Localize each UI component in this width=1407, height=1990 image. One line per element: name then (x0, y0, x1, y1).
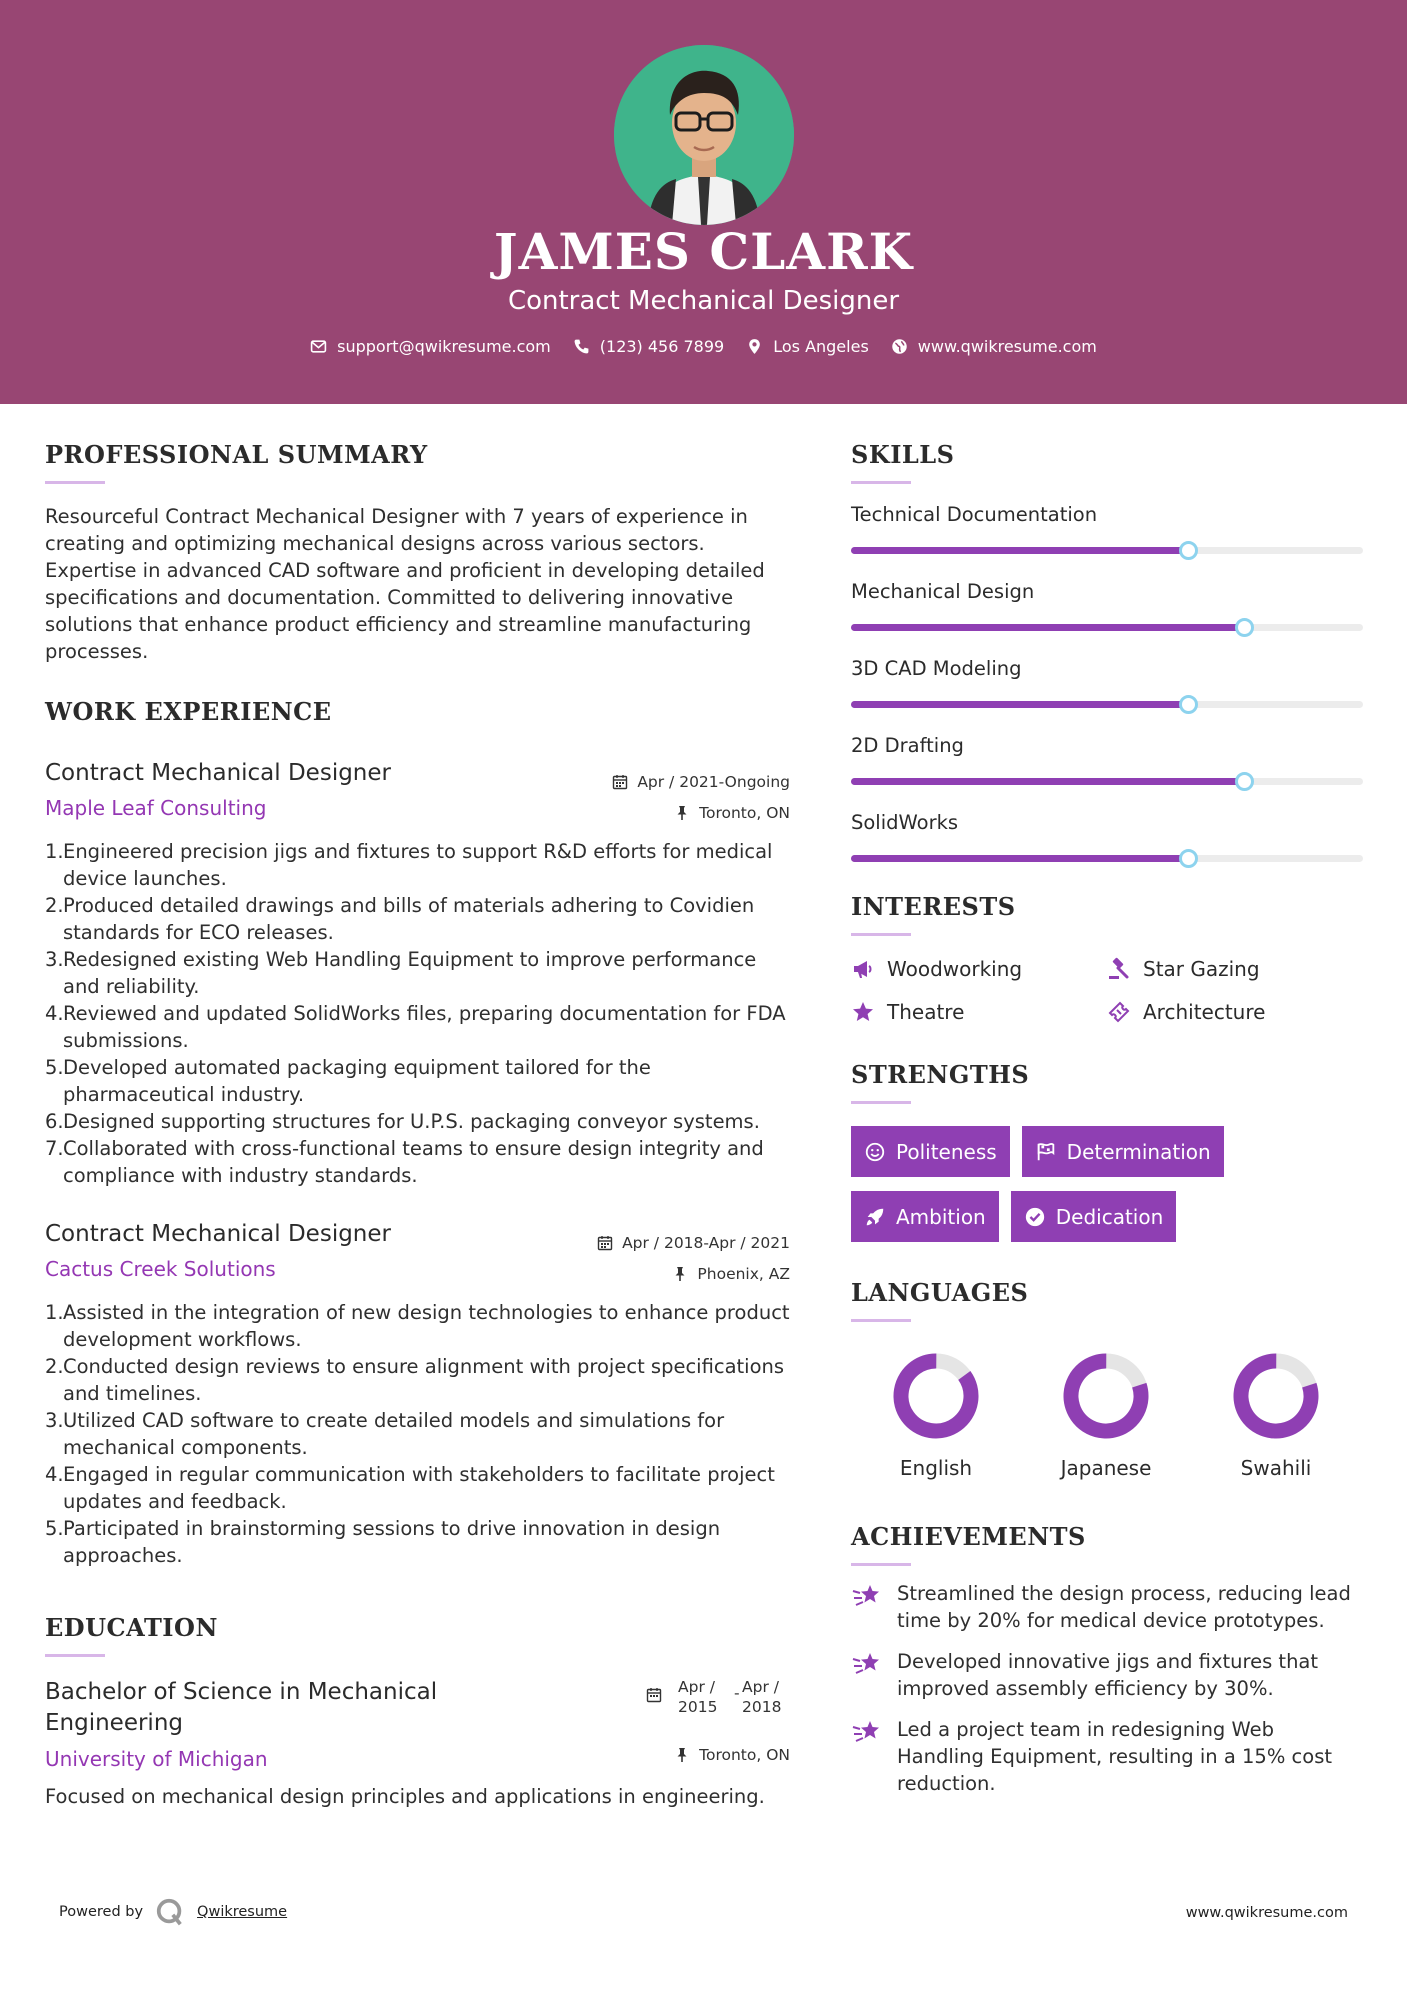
section-underline (45, 1654, 105, 1657)
skill-bar-fill (851, 624, 1245, 631)
job-bullets (45, 838, 790, 1189)
email-text: support@qwikresume.com (337, 337, 551, 356)
education-start: Apr / 2015 (678, 1678, 718, 1716)
skill-name: 3D CAD Modeling (851, 657, 1022, 680)
list-item: 4. Engaged in regular communication with stakeholders to facilitate project updates and feedback. (45, 1463, 775, 1513)
brand-link[interactable]: Qwikresume (197, 1904, 288, 1920)
donut-fill (1062, 1352, 1150, 1440)
list-item: 1. Engineered precision jigs and fixtures to support R&D efforts for medical device launches. (45, 840, 773, 890)
education-end: Apr / 2018 (742, 1678, 782, 1716)
interests-grid (851, 957, 1363, 1024)
star-icon (851, 1000, 875, 1024)
strengths-list (851, 1126, 1363, 1242)
smile-icon (864, 1141, 886, 1163)
section-title-strengths: STRENGTHS (851, 1060, 1030, 1089)
skill-bar-track (851, 855, 1363, 862)
strength-chip (851, 1191, 999, 1242)
qwikresume-logo-icon (155, 1897, 185, 1927)
section-title-achievements: ACHIEVEMENTS (851, 1522, 1086, 1551)
skill-bar-track (851, 778, 1363, 785)
list-item: 5. Participated in brainstorming sessions to drive innovation in design approaches. (45, 1517, 721, 1567)
language-donut (892, 1352, 980, 1440)
section-title-interests: INTERESTS (851, 892, 1016, 921)
skill-bar-knob (1179, 695, 1198, 714)
pushpin-icon (674, 1747, 690, 1763)
education-description: Focused on mechanical design principles and applications in engineering. (45, 1785, 765, 1808)
skill-bar-fill (851, 778, 1245, 785)
languages-list (851, 1352, 1363, 1480)
education-location-text: Toronto, ON (699, 1745, 790, 1764)
website-text: www.qwikresume.com (917, 337, 1097, 356)
contact-email[interactable] (310, 337, 551, 356)
globe-icon (891, 338, 908, 355)
contact-website[interactable] (891, 337, 1097, 356)
shooting-star-icon (851, 1650, 883, 1678)
experience-section (45, 697, 790, 1569)
interests-section (851, 892, 1363, 1024)
education-meta (646, 1677, 790, 1770)
strength-chip (851, 1126, 1010, 1177)
section-underline (851, 1563, 911, 1566)
list-item: 2. Conducted design reviews to ensure alignment with project specifications and timelines. (45, 1355, 785, 1405)
footer-website[interactable]: www.qwikresume.com (1185, 1905, 1348, 1921)
shooting-star-icon (851, 1582, 883, 1610)
calendar-icon (612, 774, 628, 790)
flag-icon (1035, 1141, 1057, 1163)
degree-title: Bachelor of Science in Mechanical Engineering (45, 1679, 438, 1736)
achievement-text: Developed innovative jigs and fixtures that improved assembly efficiency by 30%. (897, 1650, 1319, 1700)
job-dates-text: Apr / 2021-Ongoing (637, 772, 790, 791)
strengths-section (851, 1060, 1363, 1242)
interest-item (1107, 1000, 1363, 1024)
list-item: 3. Utilized CAD software to create detailed models and simulations for mechanical components. (45, 1409, 725, 1459)
job-dates (612, 766, 790, 797)
section-title-summary: PROFESSIONAL SUMMARY (45, 440, 428, 469)
language-item (851, 1352, 1021, 1480)
job-location (597, 1258, 790, 1289)
calendar-icon (597, 1235, 613, 1251)
school-name: University of Michigan (45, 1747, 268, 1771)
phone-text: (123) 456 7899 (599, 337, 725, 356)
job-meta (597, 1227, 790, 1289)
skill-bar-track (851, 547, 1363, 554)
megaphone-icon (851, 957, 875, 981)
skill-bar-track (851, 701, 1363, 708)
language-donut (1232, 1352, 1320, 1440)
education-section (45, 1613, 790, 1810)
interest-label: Star Gazing (1143, 957, 1260, 981)
date-dash: - (734, 1684, 740, 1702)
language-name: Swahili (1240, 1456, 1312, 1480)
skill-bar-fill (851, 855, 1189, 862)
skill-bar-fill (851, 701, 1189, 708)
skill-bar-track (851, 624, 1363, 631)
powered-by (59, 1897, 287, 1927)
strength-label: Politeness (896, 1139, 997, 1164)
skill-name: 2D Drafting (851, 734, 964, 757)
languages-section (851, 1278, 1363, 1480)
achievement-item (851, 1648, 1363, 1702)
job-location (612, 797, 790, 828)
section-underline (45, 481, 105, 484)
donut-fill (892, 1352, 980, 1440)
summary-section (45, 440, 790, 665)
education-entry (45, 1677, 790, 1810)
skill-item (851, 734, 1363, 811)
envelope-icon (310, 338, 327, 355)
interest-label: Theatre (887, 1000, 965, 1024)
skill-item (851, 657, 1363, 734)
section-underline (851, 1319, 911, 1322)
language-donut (1062, 1352, 1150, 1440)
interest-label: Woodworking (887, 957, 1023, 981)
skill-item (851, 811, 1363, 888)
interest-item (1107, 957, 1363, 981)
section-title-skills: SKILLS (851, 440, 955, 469)
skill-bar-fill (851, 547, 1189, 554)
skill-bar-knob (1235, 618, 1254, 637)
skill-name: Mechanical Design (851, 580, 1035, 603)
contact-location (746, 337, 869, 356)
shooting-star-icon (851, 1718, 883, 1746)
strength-label: Ambition (896, 1204, 986, 1229)
contact-phone[interactable] (573, 337, 724, 356)
achievements-list (851, 1580, 1363, 1797)
achievement-item (851, 1580, 1363, 1634)
job-company: Cactus Creek Solutions (45, 1257, 276, 1281)
list-item: 3. Redesigned existing Web Handling Equipment to improve performance and reliability. (45, 948, 757, 998)
section-title-languages: LANGUAGES (851, 1278, 1029, 1307)
achievement-text: Led a project team in redesigning Web Handling Equipment, resulting in a 15% cost reduction. (897, 1718, 1333, 1795)
strength-label: Dedication (1055, 1204, 1164, 1229)
right-column (851, 440, 1363, 1797)
list-item: 2. Produced detailed drawings and bills of materials adhering to Covidien standards for ECO releases. (45, 894, 755, 944)
achievement-item (851, 1716, 1363, 1797)
list-item: 5. Developed automated packaging equipment tailored for the pharmaceutical industry. (45, 1056, 651, 1106)
summary-text: Resourceful Contract Mechanical Designer with 7 years of experience in creating and optimizing mechanical designs across various sectors. Expertise in advanced CAD software and proficient in developing detailed specifications and documentation. Committed to delivering innovative solutions that enhance product efficiency and streamline manufacturing processes. (45, 505, 765, 663)
resume-header (0, 0, 1407, 404)
job-meta (612, 766, 790, 828)
rocket-icon (864, 1206, 886, 1228)
ticket-icon (1107, 1000, 1131, 1024)
candidate-role: Contract Mechanical Designer (507, 286, 900, 316)
skill-bar-knob (1179, 541, 1198, 560)
skill-item (851, 503, 1363, 580)
job-title: Contract Mechanical Designer (45, 760, 391, 786)
achievements-section (851, 1522, 1363, 1797)
section-underline (851, 481, 911, 484)
section-title-education: EDUCATION (45, 1613, 218, 1642)
list-item: 4. Reviewed and updated SolidWorks files, preparing documentation for FDA submissions. (45, 1002, 786, 1052)
check-circle-icon (1024, 1206, 1046, 1228)
pushpin-icon (672, 1266, 688, 1282)
job-entry (45, 760, 790, 1189)
job-dates (597, 1227, 790, 1258)
donut-fill (1232, 1352, 1320, 1440)
interest-item (851, 957, 1107, 981)
education-location (646, 1739, 790, 1770)
profile-photo (614, 45, 794, 225)
skill-item (851, 580, 1363, 657)
job-location-text: Phoenix, AZ (697, 1264, 790, 1283)
person-illustration (614, 45, 794, 225)
list-item: 1. Assisted in the integration of new design technologies to enhance product development workflows. (45, 1301, 790, 1351)
skill-name: SolidWorks (851, 811, 959, 834)
job-dates-text: Apr / 2018-Apr / 2021 (622, 1233, 790, 1252)
job-entry (45, 1221, 790, 1569)
skill-name: Technical Documentation (851, 503, 1098, 526)
language-name: Japanese (1060, 1456, 1152, 1480)
section-underline (851, 1101, 911, 1104)
phone-icon (573, 338, 590, 355)
contact-bar (0, 337, 1407, 356)
interest-item (851, 1000, 1107, 1024)
list-item: 7. Collaborated with cross-functional teams to ensure design integrity and compliance with industry standards. (45, 1137, 764, 1187)
interest-label: Architecture (1143, 1000, 1266, 1024)
powered-by-text: Powered by (59, 1904, 144, 1920)
strength-label: Determination (1066, 1139, 1211, 1164)
job-location-text: Toronto, ON (699, 803, 790, 822)
strength-chip (1011, 1191, 1177, 1242)
language-name: English (899, 1456, 973, 1480)
skill-bar-knob (1179, 849, 1198, 868)
language-item (1191, 1352, 1361, 1480)
job-title: Contract Mechanical Designer (45, 1221, 391, 1247)
language-item (1021, 1352, 1191, 1480)
job-company: Maple Leaf Consulting (45, 796, 267, 820)
education-dates (646, 1677, 790, 1717)
map-pin-icon (746, 338, 763, 355)
location-text: Los Angeles (773, 337, 869, 356)
strength-chip (1022, 1126, 1224, 1177)
skills-section (851, 440, 1363, 888)
pushpin-icon (674, 805, 690, 821)
candidate-name: JAMES CLARK (493, 222, 914, 281)
list-item: 6. Designed supporting structures for U.P.S. packaging conveyor systems. (45, 1110, 760, 1133)
education-end-wrap (734, 1677, 790, 1717)
achievement-text: Streamlined the design process, reducing lead time by 20% for medical device prototypes. (897, 1582, 1351, 1632)
left-column (45, 440, 790, 1810)
skill-bar-knob (1235, 772, 1254, 791)
skills-list (851, 503, 1363, 888)
section-underline (851, 933, 911, 936)
calendar-icon (646, 1687, 662, 1703)
job-bullets (45, 1299, 790, 1569)
gavel-icon (1107, 957, 1131, 981)
section-title-experience: WORK EXPERIENCE (45, 697, 332, 726)
